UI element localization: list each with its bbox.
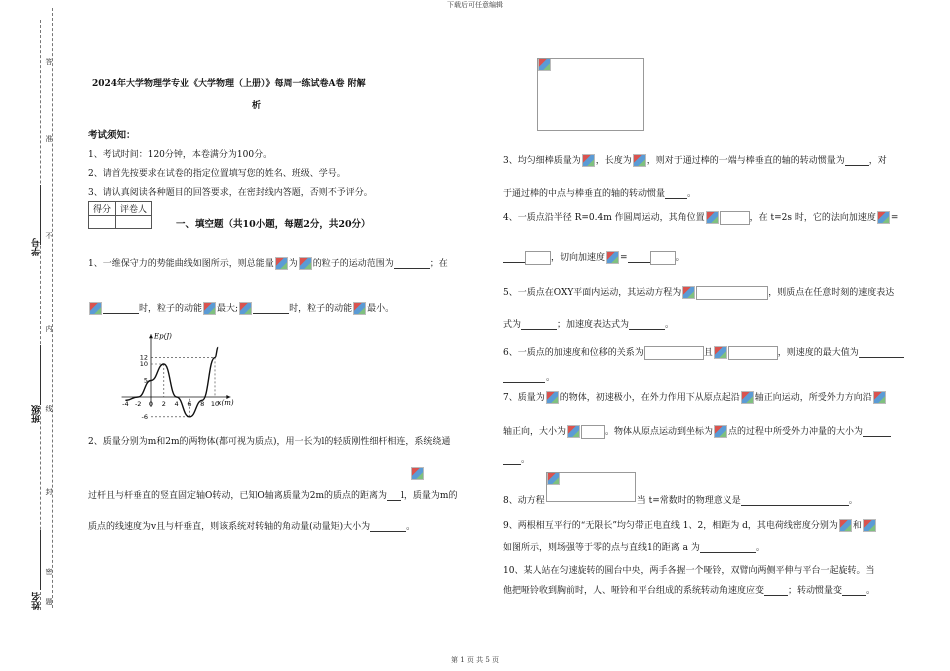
q7-text-c: 轴正向运动，所受外力方向沿: [754, 393, 872, 403]
mark-nei: 内: [45, 325, 53, 332]
image-placeholder-icon: [706, 211, 719, 224]
image-placeholder-icon: [89, 302, 102, 315]
q4-text-b: ，在 t=2s 时，它的法向加速度: [749, 213, 876, 223]
figure-frame: [537, 58, 644, 131]
q4-text-c: =: [890, 213, 899, 223]
mark-feng: 封: [45, 488, 53, 495]
score-label: 得分: [89, 202, 116, 216]
q3-text-c: ，则对于通过棒的一端与棒垂直的轴的转动惯量为: [646, 156, 845, 166]
q1-text-d: ；在: [429, 259, 448, 269]
student-id-line[interactable]: [40, 185, 41, 245]
q9-text-c: 如图所示，则场强等于零的点与直线1的距离 a 为: [503, 543, 700, 553]
question-7-line1: [503, 390, 887, 404]
x-tick-label: -4: [122, 400, 129, 408]
exam-title-line1: 2024年大学物理学专业《大学物理（上册）》每周一练试卷A卷 附解: [92, 79, 366, 89]
answer-blank[interactable]: [370, 521, 406, 532]
image-placeholder-icon: [606, 251, 619, 264]
x-tick-label: 0: [148, 400, 154, 408]
question-3-line2: 于通过棒的中点与棒垂直的轴的转动惯量 。: [503, 189, 697, 199]
class-label: 班级: [32, 405, 42, 423]
y-tick-label: 10: [139, 360, 148, 368]
dash-line: [52, 8, 53, 608]
mark-mi: 密: [45, 568, 53, 575]
answer-blank[interactable]: [741, 495, 849, 506]
x-tick-label: 10: [210, 400, 220, 408]
dash-line-2: [40, 20, 41, 610]
q4-text-d: ，切向加速度: [551, 253, 606, 263]
potential-energy-chart: [108, 322, 258, 424]
y-tick-label: -6: [141, 412, 148, 421]
answer-blank[interactable]: [253, 303, 289, 314]
q3-text-b: ，长度为: [595, 156, 632, 166]
q6-period: 。: [546, 373, 556, 383]
q7-text-e: 。物体从原点运动到坐标为: [605, 427, 714, 437]
image-placeholder-icon: [582, 154, 595, 167]
exam-title-line2: 析: [252, 101, 262, 111]
image-placeholder-icon: [877, 211, 890, 224]
mark-bu: 不: [45, 232, 53, 239]
question-5-line2: 式为 ；加速度表达式为 。: [503, 320, 675, 330]
answer-blank[interactable]: [665, 188, 687, 199]
q3-text-e: 于通过棒的中点与棒垂直的轴的转动惯量: [503, 189, 666, 199]
image-placeholder-icon: [353, 302, 366, 315]
x-tick-label: 2: [161, 400, 166, 408]
q9-text-b: 和: [852, 521, 862, 531]
image-placeholder-icon: [633, 154, 646, 167]
answer-blank[interactable]: [700, 542, 756, 553]
q7-text-f: 点的过程中所受外力冲量的大小为: [728, 427, 864, 437]
x-tick-label: 6: [187, 400, 192, 408]
question-10-line1: 10、某人站在匀速旋转的圆台中央，两手各握一个哑铃，双臂向两侧平伸与平台一起旋转。当: [503, 566, 875, 576]
x-axis-label: x(m): [217, 399, 234, 407]
image-placeholder-icon: [411, 467, 424, 480]
formula-box: [720, 211, 750, 225]
formula-box: [581, 425, 605, 439]
q6-text-c: ，则速度的最大值为: [777, 348, 859, 358]
question-7-line2: [503, 424, 891, 439]
formula-box: [644, 346, 704, 360]
q2-text-b: l，质量为m的: [401, 491, 458, 501]
question-2-line2: [88, 488, 457, 501]
question-2-line1: 2、质量分别为m和2m的两物体(都可视为质点)，用一长为l的轻质刚性细杆相连，系统绕通: [88, 437, 451, 447]
name-label: 姓名: [32, 592, 42, 610]
image-placeholder-icon: [203, 302, 216, 315]
formula-box: [728, 346, 778, 360]
q3-text-d: ，对: [868, 156, 887, 166]
q2-text-a: 过杆且与杆垂直的竖直固定轴O转动，已知O轴离质量为2m的质点的距离为: [88, 491, 388, 501]
answer-blank[interactable]: [387, 490, 401, 501]
y-axis-arrow: [149, 334, 153, 338]
grader-label: 评卷人: [116, 202, 152, 216]
q6-text-b: 且: [703, 348, 713, 358]
answer-blank[interactable]: [859, 347, 904, 358]
y-tick-label: 12: [139, 353, 148, 362]
image-placeholder-icon: [239, 302, 252, 315]
question-9-line1: [503, 518, 877, 532]
q5-text-c: 式为: [503, 320, 522, 330]
q2-period: 。: [406, 522, 416, 532]
formula-box: [525, 251, 551, 265]
name-line[interactable]: [40, 530, 41, 590]
notice-item-3: 3、请认真阅读各种题目的回答要求，在密封线内答题，否则不予评分。: [88, 188, 373, 198]
mark-ti: 题: [45, 598, 53, 605]
q6-text-a: 6、一质点的加速度和位移的关系为: [503, 348, 644, 358]
q5-text-d: ；加速度表达式为: [557, 320, 630, 330]
question-9-line2: 如图所示，则场强等于零的点与直线1的距离 a 为 。: [503, 543, 765, 553]
score-cell[interactable]: [89, 216, 116, 229]
question-4-line1: [503, 210, 898, 225]
answer-blank[interactable]: [521, 319, 557, 330]
header-note: 下载后可任意编辑: [447, 1, 503, 9]
answer-blank[interactable]: [103, 303, 139, 314]
q7-period: 。: [521, 455, 531, 465]
q1-text-e: 时，粒子的动能: [139, 304, 203, 314]
q5-text-a: 5、一质点在OXY平面内运动，其运动方程为: [503, 288, 682, 298]
q3-text-a: 3、均匀细棒质量为: [503, 156, 581, 166]
question-3-line1: [503, 153, 887, 167]
question-8: 8、动方程 当 t=常数时的物理意义是 。: [503, 496, 858, 506]
question-4-line2: ，切向加速度 = 。: [503, 250, 685, 265]
image-placeholder-icon: [546, 391, 559, 404]
notice-heading: 考试须知：: [88, 130, 136, 141]
image-placeholder-icon: [682, 286, 695, 299]
answer-blank[interactable]: [503, 252, 525, 263]
q10-text-a: 他把哑铃收到胸前时，人、哑铃和平台组成的系统转动角速度应变: [503, 586, 765, 596]
y-axis-label: Ep(J): [154, 332, 172, 341]
answer-blank[interactable]: [845, 155, 869, 166]
answer-blank[interactable]: [628, 252, 650, 263]
q4-text-a: 4、一质点沿半径 R=0.4m 作圆周运动，其角位置: [503, 213, 705, 223]
q8-text-b: 当 t=常数时的物理意义是: [636, 496, 741, 506]
x-tick-label: 8: [200, 400, 205, 408]
image-placeholder-icon: [714, 346, 727, 359]
question-2-line3: [88, 519, 415, 532]
question-10-line2: 他把哑铃收到胸前时，人、哑铃和平台组成的系统转动角速度应变 ；转动惯量变 。: [503, 586, 876, 596]
q1-text-h: 最小。: [367, 304, 395, 314]
answer-blank[interactable]: [503, 454, 521, 465]
image-placeholder-icon: [275, 257, 288, 270]
q7-text-b: 的物体，初速极小，在外力作用下从原点起沿: [559, 393, 740, 403]
score-box: [88, 201, 152, 229]
q5-text-b: ，则质点在任意时刻的速度表达: [768, 288, 895, 298]
notice-item-2: 2、请首先按要求在试卷的指定位置填写您的姓名、班级、学号。: [88, 169, 346, 179]
class-line[interactable]: [40, 345, 41, 405]
question-6-line1: [503, 345, 904, 360]
q2-text-c: 质点的线速度为v且与杆垂直，则该系统对转轴的角动量(动量矩)大小为: [88, 522, 371, 532]
q1-text-g: 时，粒子的动能: [289, 304, 353, 314]
image-placeholder-icon: [839, 519, 852, 532]
q1-text-b: 为: [288, 259, 298, 269]
image-placeholder-icon: [567, 425, 580, 438]
image-placeholder-icon: [741, 391, 754, 404]
q1-text-f: 最大;: [217, 304, 239, 314]
q1-text-a: 1、一维保守力的势能曲线如图所示，则总能量: [88, 259, 274, 269]
image-placeholder-icon: [873, 391, 886, 404]
y-tick-label: 5: [143, 376, 148, 385]
q7-text-d: 轴正向，大小为: [503, 427, 567, 437]
student-id-label: 学号: [32, 238, 42, 256]
notice-item-1: 1、考试时间：120分钟，本卷满分为100分。: [88, 150, 273, 160]
answer-blank[interactable]: [503, 372, 545, 383]
answer-blank[interactable]: [394, 258, 430, 269]
image-placeholder-icon: [863, 519, 876, 532]
answer-blank[interactable]: [842, 585, 866, 596]
mark-zhun: 准: [45, 135, 53, 142]
answer-blank[interactable]: [629, 319, 665, 330]
mark-da: 答: [45, 58, 53, 65]
answer-blank[interactable]: [863, 426, 891, 437]
q9-text-a: 9、两根相互平行的“无限长”均匀带正电直线 1、2，相距为 d，其电荷线密度分别为: [503, 521, 838, 531]
question-5-line1: [503, 285, 894, 300]
question-1-line2: [88, 301, 394, 315]
q7-text-a: 7、质量为: [503, 393, 545, 403]
page-footer: 第 1 页 共 5 页: [450, 656, 500, 664]
section-1-heading: 一、填空题（共10小题，每题2分，共20分）: [176, 219, 371, 230]
q1-text-c: 的粒子的运动范围为: [312, 259, 394, 269]
q10-text-b: ；转动惯量变: [788, 586, 843, 596]
x-tick-label: -2: [134, 400, 142, 408]
formula-box: [650, 251, 676, 265]
q8-text-a: 8、动方程: [503, 496, 545, 506]
mark-xian: 线: [45, 405, 53, 412]
image-placeholder-icon: [299, 257, 312, 270]
formula-box: [696, 286, 768, 300]
answer-blank[interactable]: [764, 585, 788, 596]
question-1-line1: [88, 256, 448, 270]
image-placeholder-icon: [714, 425, 727, 438]
x-tick-label: 4: [174, 400, 179, 408]
grader-cell[interactable]: [116, 216, 152, 229]
